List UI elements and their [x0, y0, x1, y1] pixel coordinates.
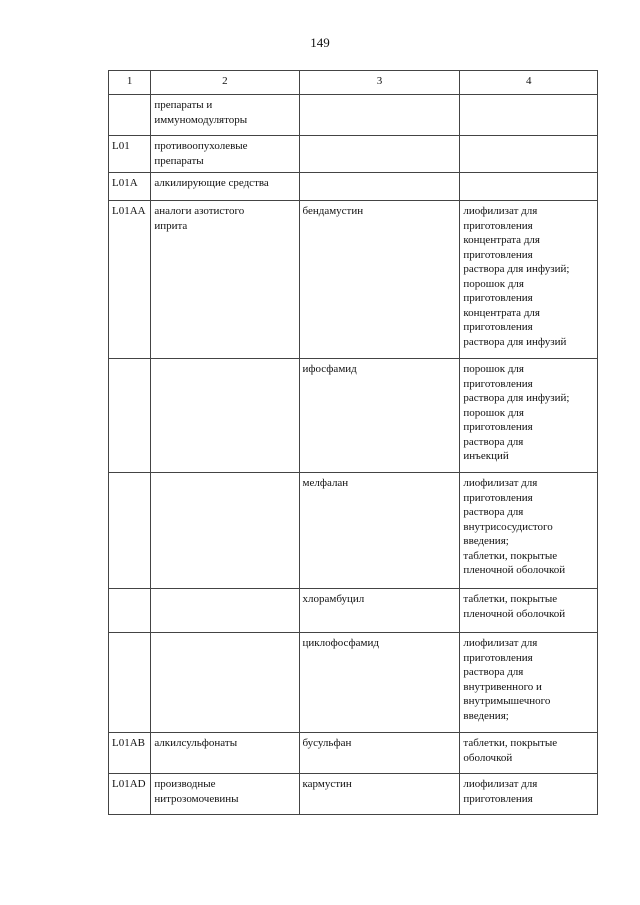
group-name-cell-text: производные нитрозомочевины	[154, 778, 239, 805]
page-number: 149	[310, 35, 330, 50]
dosage-form-cell	[460, 359, 598, 473]
dosage-form-cell-text: таблетки, покрытые пленочной оболочкой	[463, 593, 566, 620]
table-row	[109, 473, 598, 589]
dosage-form-cell-text: лиофилизат для приготовления концентрата для приготовления раствора для инфузий; порошок для приготовления концентрата для приготовления раствора для инфузий	[463, 205, 570, 348]
substance-cell	[299, 633, 460, 733]
substance-cell	[299, 589, 460, 633]
group-name-cell-text: аналоги азотистого иприта	[154, 205, 245, 232]
atc-code-cell-text: L01AD	[112, 778, 146, 790]
group-name-cell	[151, 589, 299, 633]
substance-cell	[299, 95, 460, 136]
substance-cell-text: циклофосфамид	[302, 637, 379, 649]
substance-cell	[299, 136, 460, 173]
group-name-cell	[151, 173, 299, 201]
dosage-form-cell	[460, 733, 598, 774]
group-name-cell	[151, 633, 299, 733]
dosage-form-cell	[460, 774, 598, 815]
group-name-cell	[151, 473, 299, 589]
atc-code-cell-text: L01	[112, 140, 130, 152]
drug-classification-table	[108, 70, 598, 815]
table-body	[109, 95, 598, 815]
atc-code-cell	[109, 201, 151, 359]
group-name-cell	[151, 359, 299, 473]
group-name-cell	[151, 95, 299, 136]
column-header-4: 4	[460, 71, 598, 95]
drug-classification-table-wrapper	[108, 70, 598, 815]
dosage-form-cell	[460, 173, 598, 201]
group-name-cell	[151, 201, 299, 359]
table-row	[109, 733, 598, 774]
atc-code-cell-text: L01AA	[112, 205, 146, 217]
atc-code-cell-text: L01AB	[112, 737, 145, 749]
table-row	[109, 589, 598, 633]
substance-cell	[299, 173, 460, 201]
dosage-form-cell	[460, 633, 598, 733]
table-row	[109, 201, 598, 359]
dosage-form-cell-text: порошок для приготовления раствора для инфузий; порошок для приготовления раствора для инъекций	[463, 363, 570, 462]
substance-cell-text: бусульфан	[302, 737, 352, 749]
substance-cell-text: хлорамбуцил	[302, 593, 365, 605]
atc-code-cell	[109, 359, 151, 473]
substance-cell-text: бендамустин	[302, 205, 364, 217]
atc-code-cell	[109, 774, 151, 815]
atc-code-cell	[109, 733, 151, 774]
substance-cell-text: мелфалан	[302, 477, 349, 489]
table-row	[109, 173, 598, 201]
substance-cell-text: кармустин	[302, 778, 352, 790]
substance-cell	[299, 473, 460, 589]
atc-code-cell	[109, 173, 151, 201]
dosage-form-cell	[460, 589, 598, 633]
atc-code-cell	[109, 95, 151, 136]
atc-code-cell	[109, 633, 151, 733]
table-row	[109, 359, 598, 473]
dosage-form-cell-text: лиофилизат для приготовления раствора для внутривенного и внутримышечного введения;	[463, 637, 551, 722]
substance-cell	[299, 774, 460, 815]
group-name-cell	[151, 774, 299, 815]
group-name-cell-text: противоопухолевые препараты	[154, 140, 248, 167]
dosage-form-cell	[460, 473, 598, 589]
atc-code-cell	[109, 473, 151, 589]
table-row	[109, 95, 598, 136]
table-row	[109, 633, 598, 733]
group-name-cell	[151, 733, 299, 774]
column-header-3: 3	[299, 71, 460, 95]
atc-code-cell	[109, 136, 151, 173]
substance-cell	[299, 733, 460, 774]
substance-cell-text: ифосфамид	[302, 363, 357, 375]
group-name-cell-text: алкилсульфонаты	[154, 737, 238, 749]
atc-code-cell-text: L01A	[112, 177, 138, 189]
table-row	[109, 136, 598, 173]
dosage-form-cell	[460, 201, 598, 359]
column-header-2: 2	[151, 71, 299, 95]
dosage-form-cell	[460, 136, 598, 173]
substance-cell	[299, 201, 460, 359]
group-name-cell	[151, 136, 299, 173]
dosage-form-cell	[460, 95, 598, 136]
substance-cell	[299, 359, 460, 473]
dosage-form-cell-text: лиофилизат для приготовления раствора для внутрисосудистого введения; таблетки, покрытые пленочной оболочкой	[463, 477, 566, 576]
atc-code-cell	[109, 589, 151, 633]
table-header-row	[109, 71, 598, 95]
group-name-cell-text: алкилирующие средства	[154, 177, 269, 189]
column-header-1: 1	[109, 71, 151, 95]
group-name-cell-text: препараты и иммуномодуляторы	[154, 99, 248, 126]
table-row	[109, 774, 598, 815]
dosage-form-cell-text: таблетки, покрытые оболочкой	[463, 737, 558, 764]
dosage-form-cell-text: лиофилизат для приготовления	[463, 778, 538, 805]
